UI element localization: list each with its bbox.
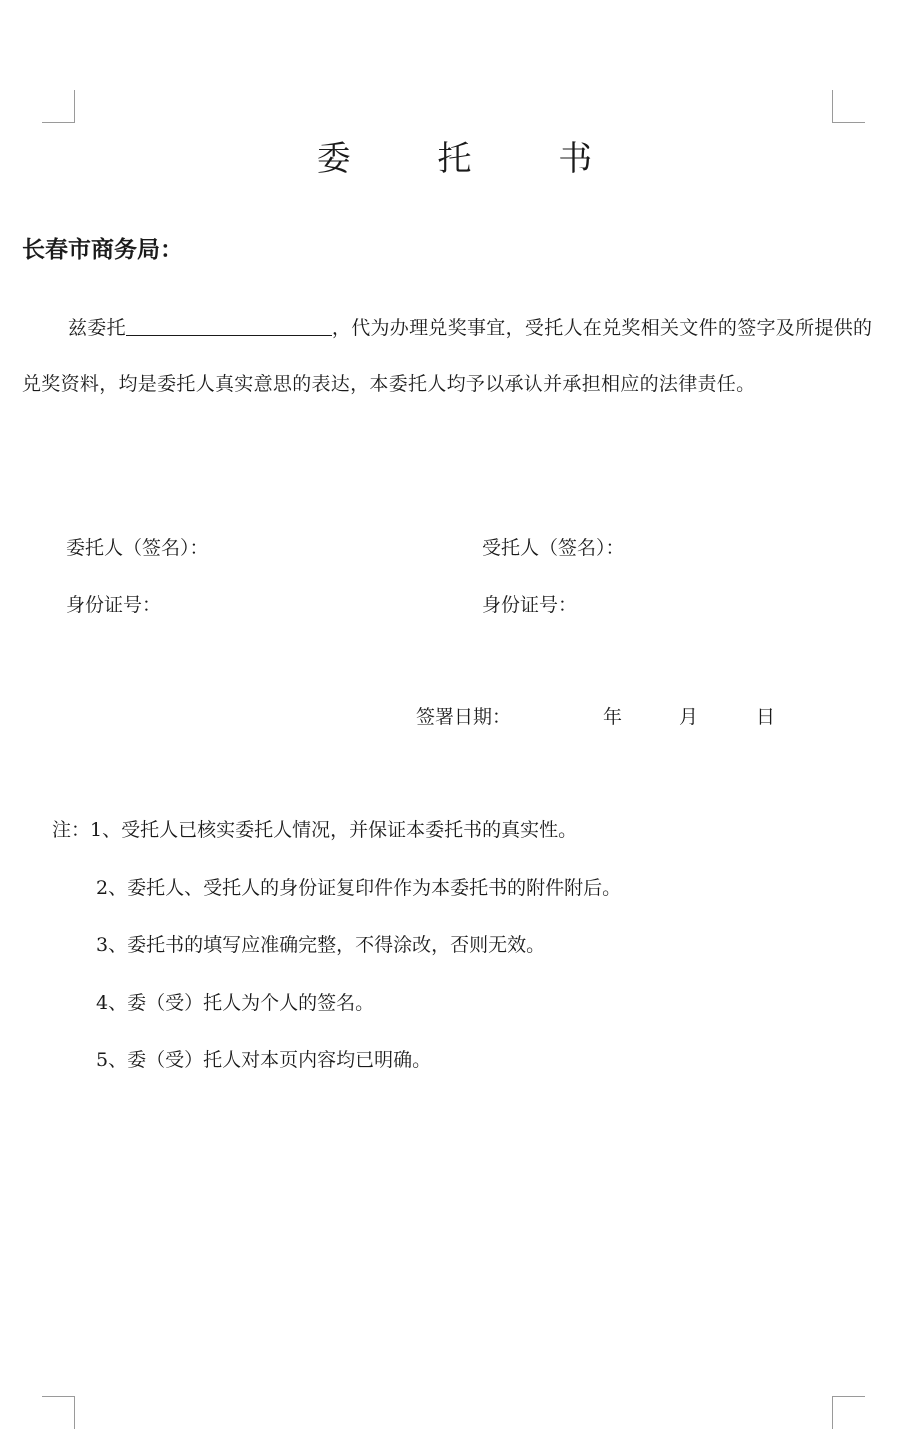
note-item: 5、委（受）托人对本页内容均已明确。: [96, 1049, 432, 1071]
page-corner-mark-top-left: [42, 90, 75, 123]
principal-id-label: 身份证号：: [66, 594, 162, 616]
body-prefix: 兹委托: [68, 317, 126, 339]
page-corner-mark-top-right: [832, 90, 865, 123]
note-item: 3、委托书的填写应准确完整，不得涂改，否则无效。: [96, 934, 546, 956]
note-item: 4、委（受）托人为个人的签名。: [96, 991, 375, 1014]
principal-signature-label: 委托人（签名）：: [66, 537, 209, 559]
notes-prefix: 注：: [52, 819, 91, 841]
note-text: 1、受托人已核实委托人情况，并保证本委托书的真实性。: [90, 819, 578, 841]
date-month-label: 月: [679, 706, 699, 728]
recipient-heading: 长春市商务局：: [22, 236, 183, 263]
notes-section: [52, 815, 621, 1103]
document-title: 委 托 书: [316, 139, 631, 179]
body-rest: ，代为办理兑奖事宜，受托人在兑奖相关文件的签字及所提供的兑奖资料，均是委托人真实意思的表达，本委托人均予以承认并承担相应的法律责任。: [22, 317, 873, 395]
note-item: 2、委托人、受托人的身份证复印件作为本委托书的附件附后。: [96, 876, 622, 899]
note-item: [52, 815, 621, 873]
date-day-label: 日: [756, 706, 776, 728]
date-year-label: 年: [603, 706, 623, 728]
page-corner-mark-bottom-left: [42, 1396, 75, 1429]
agent-name-blank[interactable]: [126, 313, 332, 336]
agent-signature-label: 受托人（签名）：: [482, 537, 625, 559]
page-corner-mark-bottom-right: [832, 1396, 865, 1429]
agent-id-label: 身份证号：: [482, 594, 578, 616]
body-paragraph: [22, 300, 886, 412]
signing-date-label: 签署日期：: [416, 706, 512, 728]
